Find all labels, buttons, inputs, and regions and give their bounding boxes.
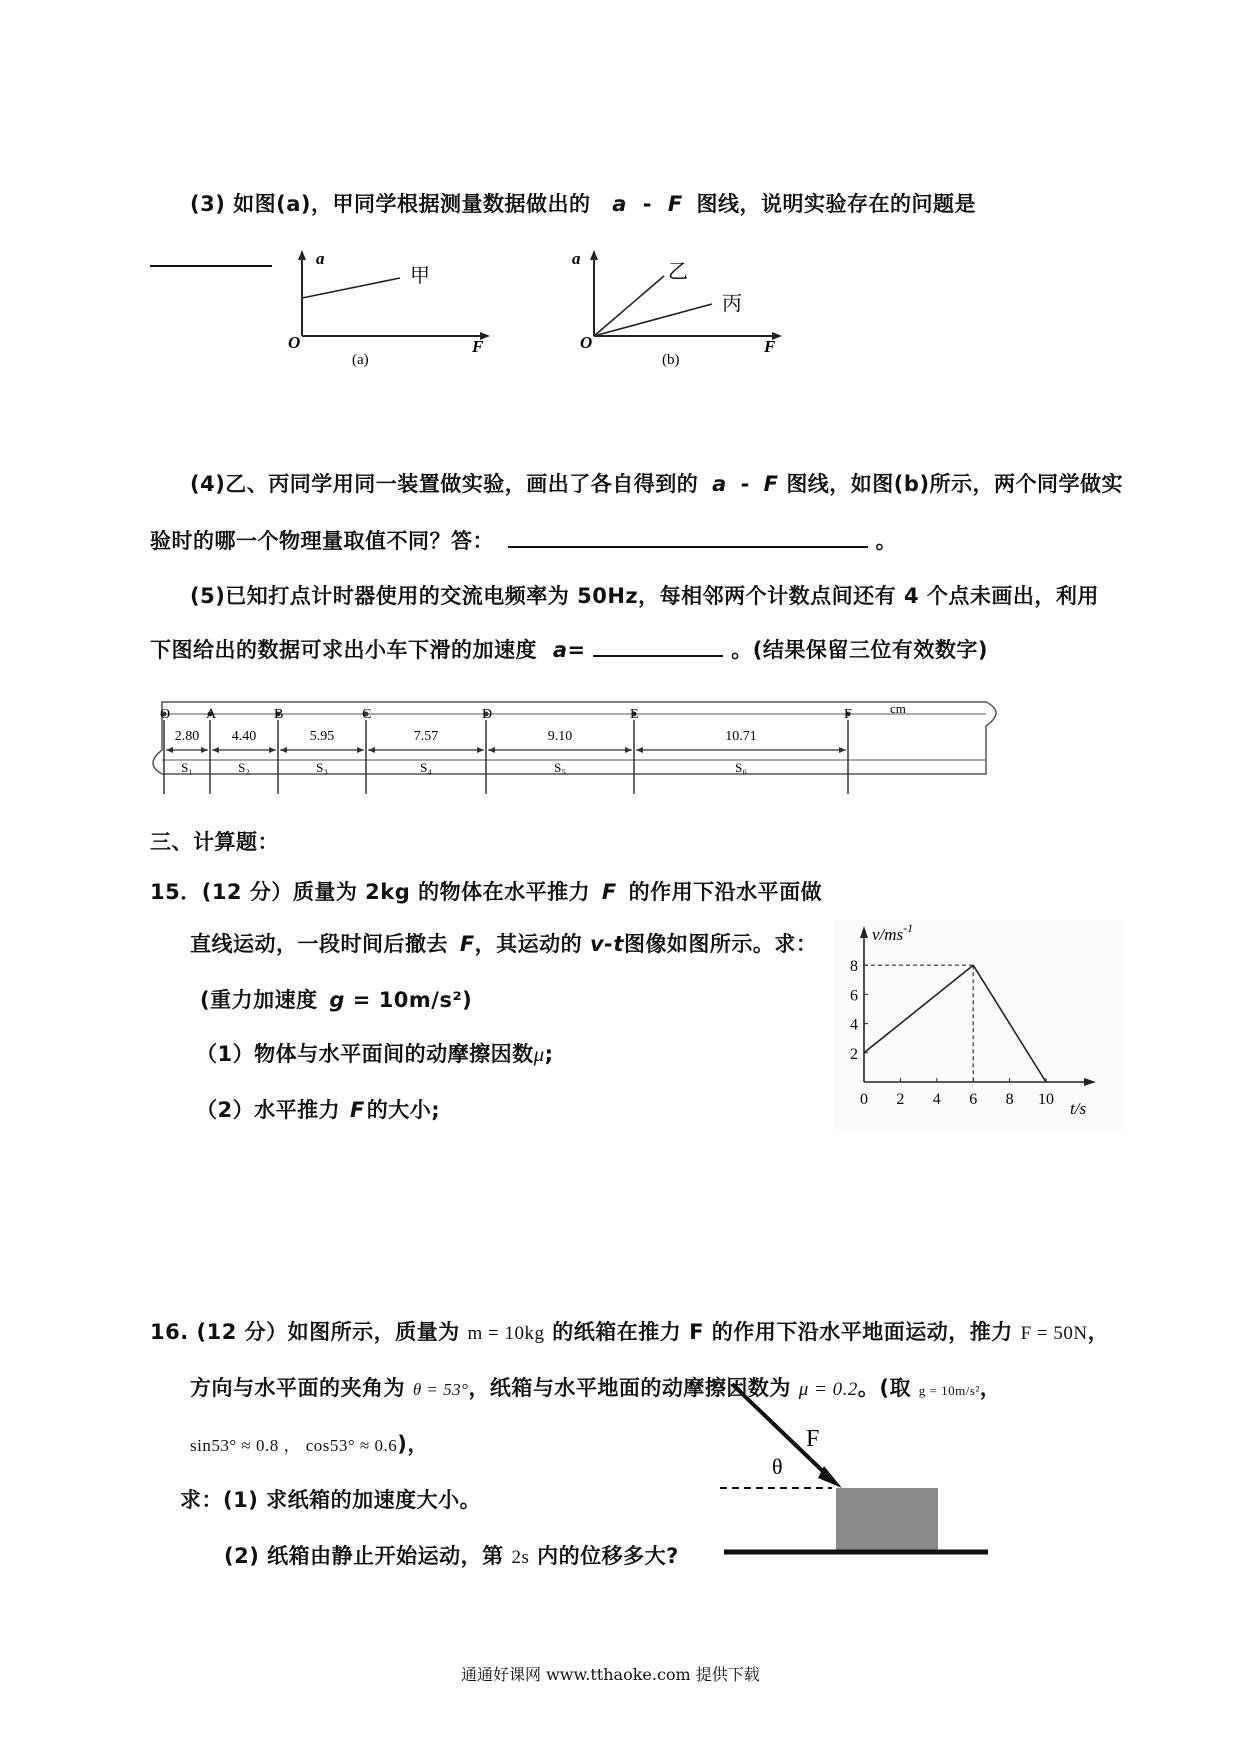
- graph-b-axis-x: F: [764, 337, 776, 356]
- tape-unit: cm: [890, 701, 906, 716]
- graph-b-line2-label: 丙: [722, 293, 742, 315]
- vt-graph: [834, 920, 1124, 1130]
- graph-a-caption: (a): [352, 352, 369, 368]
- q4-answer-blank[interactable]: [508, 545, 868, 548]
- vt-x-tick: 8: [1005, 1091, 1014, 1108]
- q4-line1: (4)乙、丙同学用同一装置做实验，画出了各自得到的 a - F 图线，如图(b)所示，两个同学做实: [190, 472, 1124, 496]
- q16-sub1: 求：(1) 求纸箱的加速度大小。: [180, 1488, 482, 1512]
- tape-length-5: 10.71: [725, 729, 757, 744]
- graph-b-line1-label: 乙: [668, 261, 688, 283]
- q15-line2: 直线运动，一段时间后撤去 F，其运动的 v-t图像如图所示。求：: [190, 932, 818, 956]
- footer-credit: 通通好课网 www.tthaoke.com 提供下载: [461, 1665, 760, 1684]
- vt-y-tick: 2: [850, 1045, 858, 1063]
- tape-segment-3: S₄: [420, 760, 432, 775]
- q15-gravity: (重力加速度 g = 10m/s²): [200, 988, 473, 1012]
- tape-point-O: O: [160, 707, 171, 722]
- graph-b-origin: O: [580, 333, 593, 352]
- graph-a-origin: O: [288, 333, 301, 352]
- vt-y-tick: 6: [850, 987, 858, 1005]
- q5-line2: 下图给出的数据可求出小车下滑的加速度 a= 。(结果保留三位有效数字): [150, 638, 988, 662]
- graph-a: [280, 248, 500, 368]
- tape-point-E: E: [630, 707, 639, 722]
- vt-x-label: t/s: [1070, 1099, 1087, 1118]
- tape-length-0: 2.80: [174, 729, 200, 744]
- box: [836, 1488, 938, 1552]
- tape-length-2: 5.95: [309, 729, 335, 744]
- tape-length-1: 4.40: [231, 729, 257, 744]
- vt-x-tick: 0: [860, 1091, 868, 1108]
- q3-text: (3) 如图(a)，甲同学根据测量数据做出的 a - F 图线，说明实验存在的问题是: [190, 192, 976, 216]
- q15-line1: 15．(12 分）质量为 2kg 的物体在水平推力 F 的作用下沿水平面做: [150, 880, 823, 904]
- q5-answer-blank[interactable]: [593, 654, 723, 657]
- q16-line2: 方向与水平面的夹角为 θ = 53°，纸箱与水平地面的动摩擦因数为 μ = 0.2。(取 g = 10m/s²，: [190, 1376, 1002, 1400]
- tape-point-F: F: [844, 707, 852, 722]
- q15-sub2: （2）水平推力 F的大小;: [196, 1098, 441, 1122]
- tape-segment-2: S₃: [316, 760, 328, 775]
- q4-line2: 验时的哪一个物理量取值不同？答： 。: [150, 529, 898, 553]
- vt-x-tick: 6: [969, 1091, 978, 1108]
- q16-line3: sin53° ≈ 0.8 ， cos53° ≈ 0.6)，: [190, 1432, 429, 1456]
- tape-segment-0: S₁: [181, 760, 193, 775]
- vt-x-tick: 4: [932, 1091, 941, 1108]
- tape-segment-4: S₅: [554, 760, 566, 775]
- graph-b-caption: (b): [662, 352, 680, 368]
- q3-answer-blank[interactable]: [150, 264, 272, 267]
- graph-b-axis-y: a: [572, 249, 581, 268]
- vt-y-tick: 8: [850, 958, 858, 976]
- box-force-figure: [720, 1374, 1000, 1550]
- tape-point-C: C: [362, 707, 372, 722]
- q15-sub1: （1）物体与水平面间的动摩擦因数μ;: [196, 1042, 554, 1066]
- vt-x-tick: 10: [1038, 1091, 1054, 1108]
- graph-a-line-label: 甲: [410, 265, 430, 287]
- vt-y-label: $v/ms^{-1}$: [872, 921, 914, 944]
- tape-segment-5: S₆: [735, 760, 747, 775]
- tape-length-3: 7.57: [413, 729, 439, 744]
- vt-y-tick: 4: [850, 1016, 858, 1034]
- graph-a-axis-x: F: [472, 337, 484, 356]
- tape-length-4: 9.10: [547, 729, 573, 744]
- section3-title: 三、计算题：: [150, 830, 279, 854]
- paper-tape-figure: [150, 692, 1000, 802]
- q16-sub2: (2) 纸箱由静止开始运动，第 2s 内的位移多大?: [224, 1544, 679, 1568]
- tape-segment-1: S₂: [238, 760, 250, 775]
- tape-point-A: A: [206, 707, 217, 722]
- tape-point-B: B: [274, 707, 284, 722]
- q16-line1: 16. (12 分）如图所示，质量为 m = 10kg 的纸箱在推力 F 的作用下沿水平地面运动，推力 F = 50N，: [150, 1320, 1110, 1344]
- force-label: F: [806, 1426, 820, 1452]
- vt-x-tick: 2: [896, 1091, 905, 1108]
- tape-point-D: D: [482, 707, 493, 722]
- angle-label: θ: [772, 1454, 783, 1479]
- q5-line1: (5)已知打点计时器使用的交流电频率为 50Hz，每相邻两个计数点间还有 4 个点未画出，利用: [190, 584, 1099, 608]
- graph-b: [572, 248, 792, 368]
- graph-a-axis-y: a: [316, 249, 325, 268]
